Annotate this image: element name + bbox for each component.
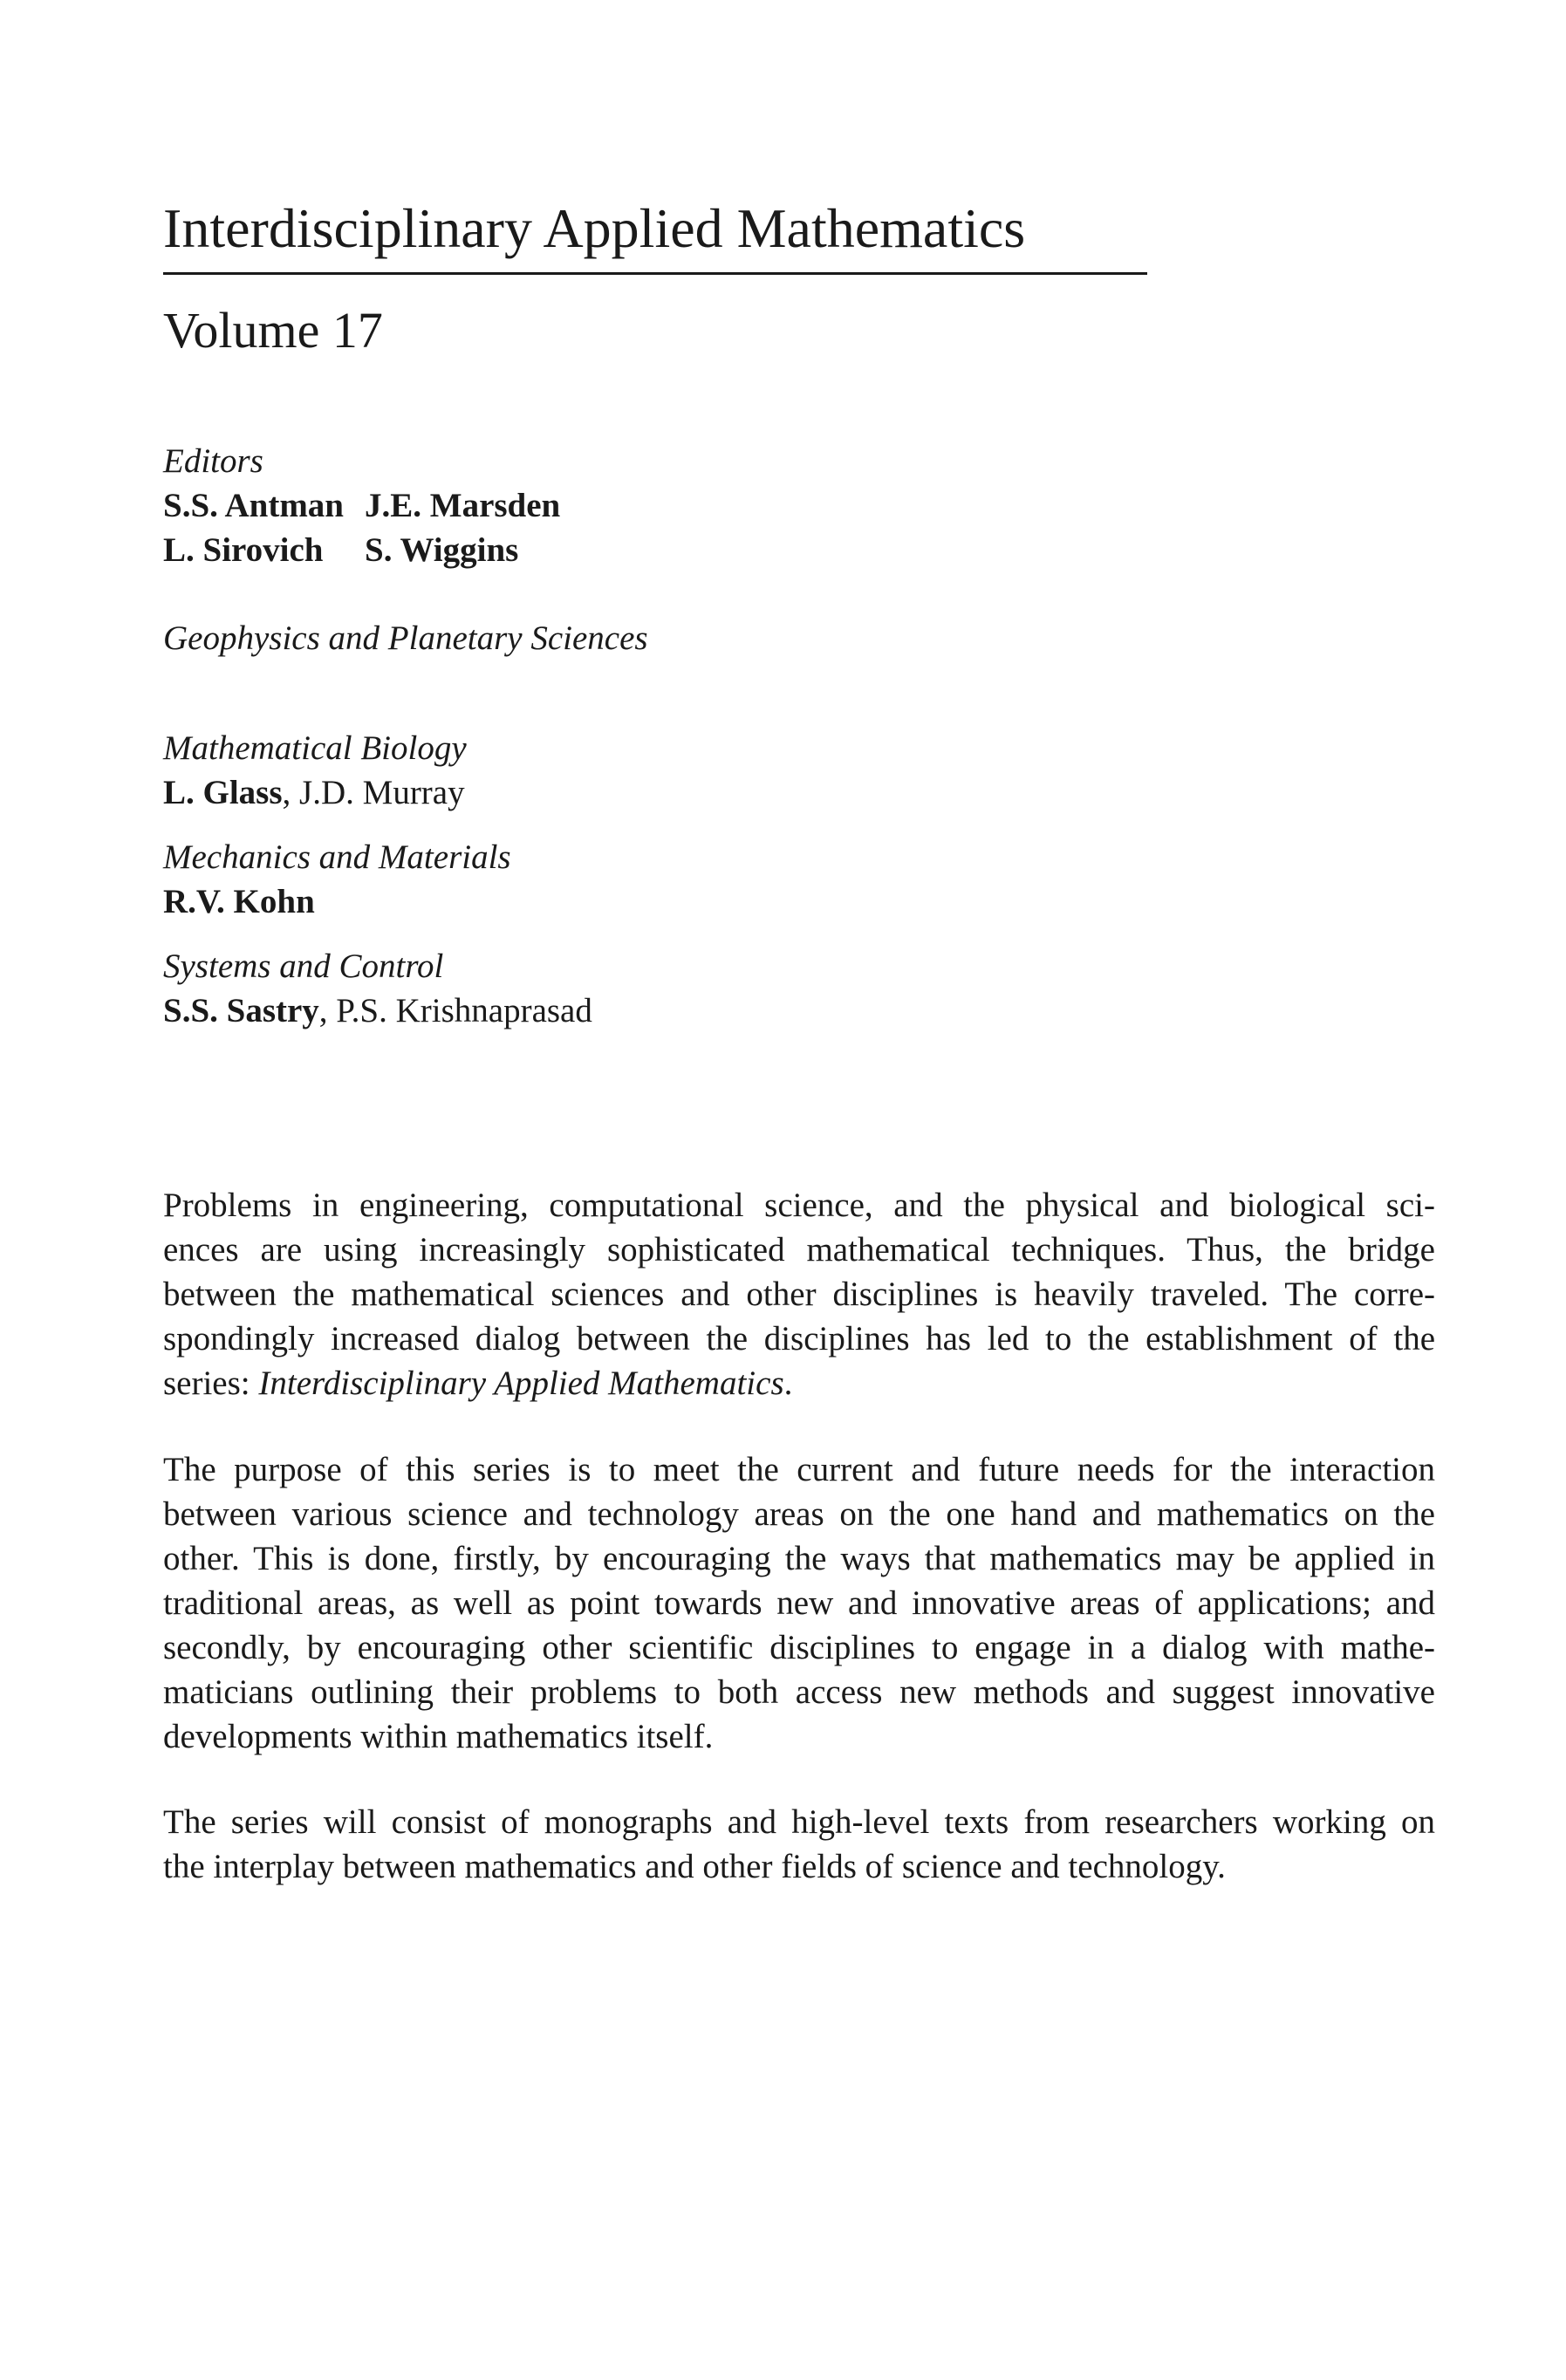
lead-editor: R.V. Kohn <box>163 883 315 920</box>
section-editors <box>163 770 467 815</box>
lead-editor: L. Glass <box>163 774 283 811</box>
text-line: the interplay between mathematics and other fields of science and technology. <box>163 1848 1226 1885</box>
text-line: secondly, by encouraging other scientific disciplines to engage in a dialog with mathe- <box>163 1629 1435 1666</box>
text-line: traditional areas, as well as point towards new and innovative areas of applications; and <box>163 1584 1435 1622</box>
section-editors <box>163 879 511 924</box>
editors-row-2 <box>163 528 560 572</box>
text-fragment: series: <box>163 1364 259 1402</box>
text-fragment: . <box>783 1364 793 1402</box>
section-title: Mechanics and Materials <box>163 838 511 876</box>
series-title: Interdisciplinary Applied Mathematics <box>163 197 1026 259</box>
editor-name: S. Wiggins <box>365 531 519 569</box>
series-name: Interdisciplinary Applied Mathematics <box>258 1364 784 1402</box>
volume-number: Volume 17 <box>163 302 383 359</box>
text-line: maticians outlining their problems to both access new methods and suggest innovative <box>163 1673 1435 1711</box>
editors-label: Editors <box>163 442 263 480</box>
text-line: spondingly increased dialog between the disciplines has led to the establishment of the <box>163 1320 1435 1358</box>
section-systems <box>163 944 592 1033</box>
text-line: developments within mathematics itself. <box>163 1718 714 1755</box>
text-line: The series will consist of monographs and high-level texts from researchers working on <box>163 1803 1435 1841</box>
title-rule <box>163 272 1147 275</box>
paragraph-3 <box>163 1800 1435 1889</box>
paragraph-2 <box>163 1447 1435 1759</box>
section-editors <box>163 988 592 1033</box>
section-geophysics <box>163 616 648 660</box>
lead-editor: S.S. Sastry <box>163 992 319 1029</box>
text-line <box>163 1361 1435 1405</box>
text-line: other. This is done, firstly, by encouraging the ways that mathematics may be applied in <box>163 1540 1435 1577</box>
document-page <box>163 0 1437 2380</box>
editors-block <box>163 439 560 572</box>
text-line: between various science and technology areas on the one hand and mathematics on the <box>163 1495 1435 1533</box>
section-title: Systems and Control <box>163 947 444 985</box>
text-line: between the mathematical sciences and other disciplines is heavily traveled. The corre- <box>163 1275 1435 1313</box>
paragraph-1 <box>163 1183 1435 1405</box>
section-biology <box>163 726 467 815</box>
text-line: Problems in engineering, computational science, and the physical and biological sci- <box>163 1187 1435 1224</box>
editor-name: L. Sirovich <box>163 531 324 569</box>
other-editors: , J.D. Murray <box>282 774 465 811</box>
other-editors: , P.S. Krishnaprasad <box>318 992 592 1029</box>
section-mechanics <box>163 835 511 924</box>
editors-row-1 <box>163 483 560 528</box>
text-line: ences are using increasingly sophisticated mathematical techniques. Thus, the bridge <box>163 1231 1435 1269</box>
text-line: The purpose of this series is to meet the current and future needs for the interaction <box>163 1451 1435 1488</box>
editor-name: S.S. Antman <box>163 487 344 524</box>
section-title: Geophysics and Planetary Sciences <box>163 619 648 657</box>
section-title: Mathematical Biology <box>163 729 467 767</box>
editor-name: J.E. Marsden <box>365 487 561 524</box>
